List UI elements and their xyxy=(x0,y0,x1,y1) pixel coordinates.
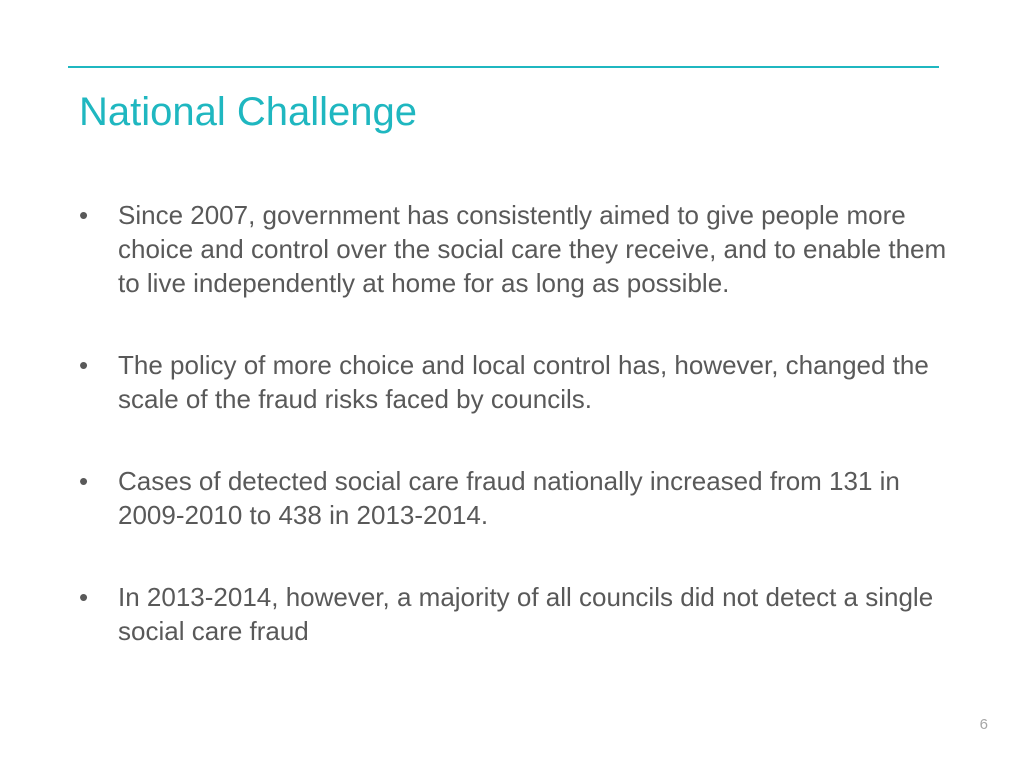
bullet-item xyxy=(79,198,949,300)
bullet-item xyxy=(79,464,949,532)
bullet-text: Cases of detected social care fraud nationally increased from 131 in 2009-2010 to 438 in 2013-2014. xyxy=(118,466,900,530)
bullet-list xyxy=(79,198,949,648)
page-number: 6 xyxy=(979,716,988,733)
bullet-item xyxy=(79,580,949,648)
slide-title: National Challenge xyxy=(79,90,418,134)
bullet-item xyxy=(79,348,949,416)
bullet-icon: • xyxy=(79,582,89,612)
bullet-icon: • xyxy=(79,466,89,496)
bullet-text: Since 2007, government has consistently aimed to give people more choice and control over the social care they receive, and to enable them to live independently at home for as long as possible. xyxy=(118,200,947,298)
bullet-icon: • xyxy=(79,350,89,380)
bullet-icon: • xyxy=(79,200,89,230)
bullet-text: In 2013-2014, however, a majority of all councils did not detect a single social care fraud xyxy=(118,582,934,646)
bullet-text: The policy of more choice and local control has, however, changed the scale of the fraud risks faced by councils. xyxy=(118,350,929,414)
title-divider-line xyxy=(68,66,939,68)
